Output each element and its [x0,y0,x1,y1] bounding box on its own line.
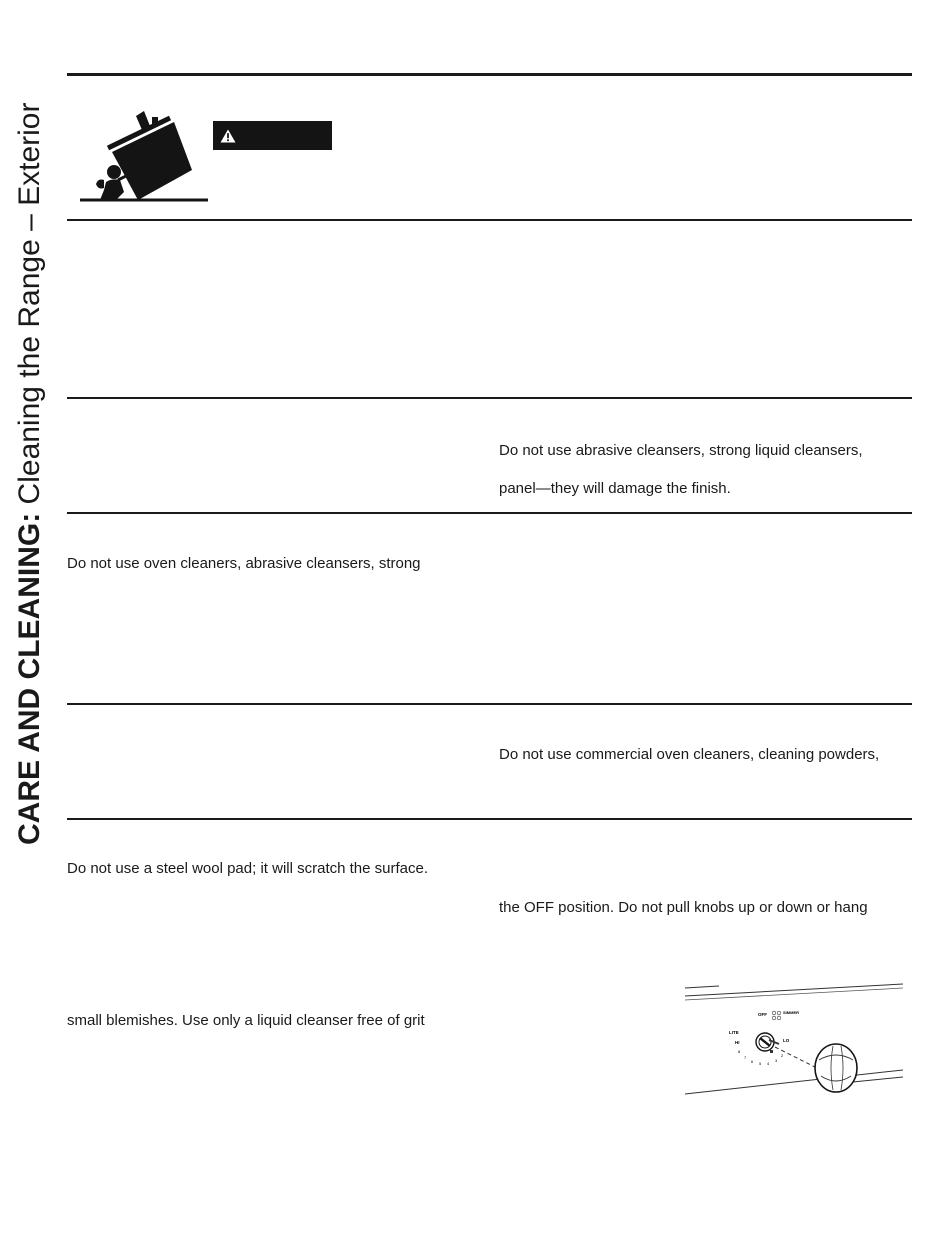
dial-label-hi: HI [735,1040,740,1045]
control-panel-text-line2: panel—they will damage the finish. [499,480,731,497]
dial-number: 4 [767,1061,770,1066]
warning-label-box [213,121,332,150]
knobs-text: the OFF position. Do not pull knobs up or down or hang [499,899,868,916]
dial-number: 2 [781,1053,784,1058]
steel-wool-text: Do not use a steel wool pad; it will scratch the surface. [67,860,429,877]
dial-number: 8 [738,1049,741,1054]
section-divider [67,219,912,221]
blemishes-text: small blemishes. Use only a liquid cleanser free of grit [67,1012,425,1029]
dial-number: 7 [744,1055,747,1060]
dial-number: 3 [775,1058,778,1063]
dial-number: 6 [751,1059,754,1064]
section-divider [67,512,912,514]
anti-tip-illustration [78,108,210,204]
warning-triangle-icon [220,129,236,143]
top-rule [67,73,912,76]
dial-label-off: OFF [758,1012,767,1017]
oven-vent-text: Do not use commercial oven cleaners, cleaning powders, [499,746,880,763]
dial-label-lo: LO [783,1038,790,1043]
dial-number: 5 [759,1061,762,1066]
section-title-rest: Cleaning the Range – Exterior [13,102,46,513]
control-panel-text-line1: Do not use abrasive cleansers, strong liquid cleansers, [499,442,863,459]
section-divider [67,818,912,820]
dial-label-lite: LITE [729,1030,739,1035]
oven-exterior-text: Do not use oven cleaners, abrasive cleansers, strong [67,555,421,572]
dial-label-simmer: SIMMER [783,1010,799,1015]
side-section-title [10,25,50,845]
control-knob-illustration [683,980,905,1102]
section-title-bold: CARE AND CLEANING: [13,512,46,845]
section-divider [67,703,912,705]
section-divider [67,397,912,399]
